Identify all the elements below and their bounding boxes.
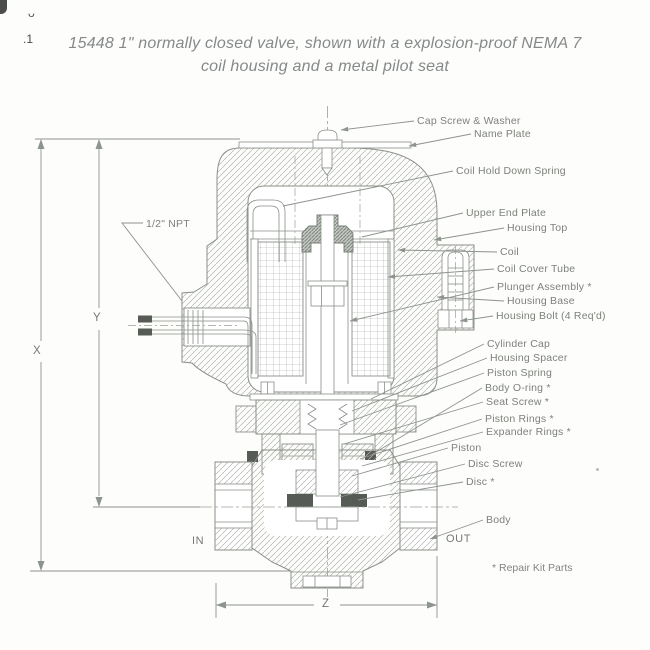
figure-title-line2: coil housing and a metal pilot seat [200, 58, 450, 75]
label-upper-end-plate: Upper End Plate [466, 207, 547, 219]
label-dim-y: Y [93, 312, 101, 324]
label-conduit-npt: 1/2" NPT [146, 218, 190, 230]
label-port-in: IN [192, 535, 205, 547]
bottom-boss [303, 576, 351, 587]
label-piston-spring: Piston Spring [487, 367, 553, 379]
label-plunger-assembly: Plunger Assembly * [497, 281, 592, 293]
label-cylinder-cap: Cylinder Cap [487, 338, 551, 350]
scan-speck [596, 468, 599, 471]
label-housing-bolt: Housing Bolt (4 Req'd) [496, 310, 606, 322]
repair-kit-footnote: * Repair Kit Parts [492, 562, 573, 574]
figure-title-line1: 15448 1" normally closed valve, shown with a explosion-proof NEMA 7 [68, 35, 582, 52]
label-name-plate: Name Plate [474, 128, 531, 140]
leader-housing-top [434, 228, 504, 240]
piston-stem [316, 430, 339, 496]
leader-name-plate [409, 134, 471, 146]
label-disc-screw: Disc Screw [468, 458, 523, 470]
label-seat-screw: Seat Screw * [486, 396, 550, 408]
label-piston-rings: Piston Rings * [485, 413, 554, 425]
cylinder-cap-part [236, 400, 416, 434]
disc-left [287, 494, 313, 507]
label-coil-cover-tube: Coil Cover Tube [497, 263, 576, 275]
label-piston: Piston [451, 442, 482, 454]
label-body: Body [486, 514, 511, 526]
conduit-part [128, 308, 250, 346]
label-housing-top: Housing Top [507, 222, 568, 234]
leader-cap-screw-washer [341, 121, 414, 130]
label-port-out: OUT [446, 533, 472, 545]
inlet-port [215, 462, 252, 550]
label-expander-rings: Expander Rings * [486, 426, 571, 438]
label-coil-hold-down-spring: Coil Hold Down Spring [456, 165, 566, 177]
label-disc: Disc * [466, 476, 495, 488]
corner-glyph: ᴗ [28, 6, 35, 20]
label-housing-spacer: Housing Spacer [490, 352, 568, 364]
label-cap-screw-washer: Cap Screw & Washer [417, 115, 521, 127]
label-body-o-ring: Body O-ring * [485, 382, 551, 394]
outlet-port [400, 462, 437, 550]
label-coil: Coil [500, 246, 519, 258]
label-housing-base: Housing Base [507, 295, 575, 307]
label-dim-x: X [33, 345, 41, 357]
label-dim-z: Z [322, 598, 330, 610]
leader-conduit-npt [122, 223, 182, 301]
corner-number: .1 [23, 32, 34, 46]
